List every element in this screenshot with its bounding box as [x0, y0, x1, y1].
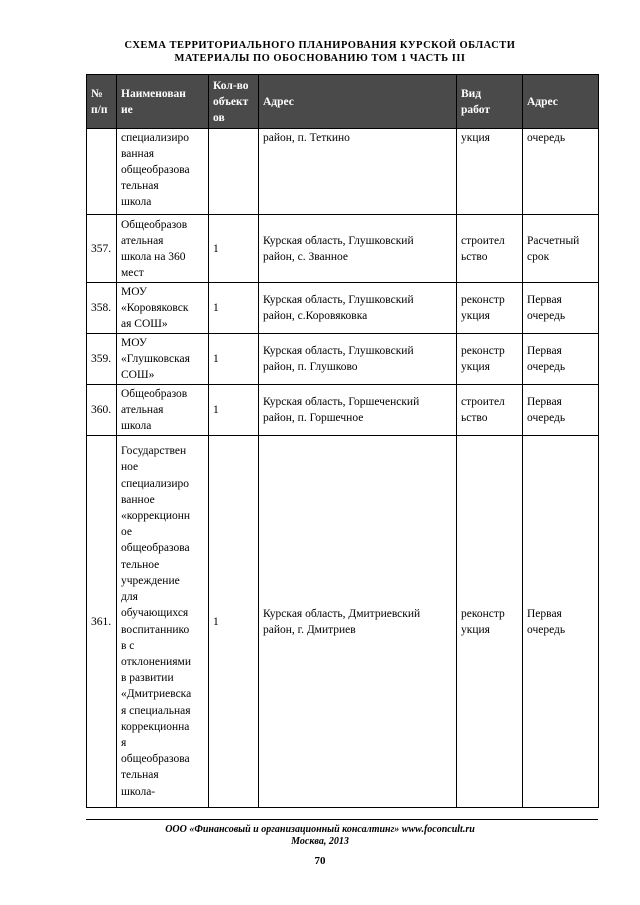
row-number: 361. — [87, 436, 117, 808]
stage: Первая очередь — [523, 385, 599, 436]
work-type: реконстр укция — [457, 334, 523, 385]
footer-city-year: Москва, 2013 — [291, 836, 349, 847]
object-name: специализиро ванная общеобразова тельная школа — [117, 129, 209, 215]
page-number: 70 — [314, 855, 326, 867]
footer-divider — [86, 819, 598, 820]
work-type: реконстр укция — [457, 283, 523, 334]
object-count: 1 — [209, 385, 259, 436]
stage: очередь — [523, 129, 599, 215]
object-name: Общеобразов ательная школа — [117, 385, 209, 436]
column-header-stage: Адрес — [523, 75, 599, 129]
object-count: 1 — [209, 334, 259, 385]
table-row — [87, 129, 599, 215]
footer-company: ООО «Финансовый и организационный консалтинг» www.foconcult.ru — [165, 824, 475, 835]
object-address: район, п. Теткино — [259, 129, 457, 215]
object-address: Курская область, Глушковский район, с.Коровяковка — [259, 283, 457, 334]
work-type: строител ьство — [457, 385, 523, 436]
column-header-number: № п/п — [87, 75, 117, 129]
objects-table — [86, 74, 599, 808]
stage: Первая очередь — [523, 436, 599, 808]
object-name: Государствен ное специализиро ванное «коррекционн ое общеобразова тельное учреждение для обучающихся воспитаннико в с отклонениями в развитии «Дмитриевска я специальная коррекционна я общеобразова тельная школа- — [117, 436, 209, 808]
table-row — [87, 283, 599, 334]
document-title: СХЕМА ТЕРРИТОРИАЛЬНОГО ПЛАНИРОВАНИЯ КУРСКОЙ ОБЛАСТИ — [124, 40, 516, 51]
table-header-row — [87, 75, 599, 129]
table-row — [87, 334, 599, 385]
object-count: 1 — [209, 436, 259, 808]
table-row — [87, 215, 599, 283]
object-address: Курская область, Глушковский район, п. Глушково — [259, 334, 457, 385]
column-header-address: Адрес — [259, 75, 457, 129]
object-name: МОУ «Коровяковск ая СОШ» — [117, 283, 209, 334]
document-subtitle: МАТЕРИАЛЫ ПО ОБОСНОВАНИЮ ТОМ 1 ЧАСТЬ III — [174, 53, 466, 64]
object-count: 1 — [209, 215, 259, 283]
column-header-count: Кол-во объект ов — [209, 75, 259, 129]
object-address: Курская область, Дмитриевский район, г. Дмитриев — [259, 436, 457, 808]
stage: Первая очередь — [523, 283, 599, 334]
row-number: 357. — [87, 215, 117, 283]
object-count — [209, 129, 259, 215]
object-address: Курская область, Горшеченский район, п. Горшечное — [259, 385, 457, 436]
stage: Первая очередь — [523, 334, 599, 385]
stage: Расчетный срок — [523, 215, 599, 283]
object-address: Курская область, Глушковский район, с. Званное — [259, 215, 457, 283]
work-type: укция — [457, 129, 523, 215]
row-number: 360. — [87, 385, 117, 436]
table-row — [87, 385, 599, 436]
row-number: 359. — [87, 334, 117, 385]
object-name: Общеобразов ательная школа на 360 мест — [117, 215, 209, 283]
object-count: 1 — [209, 283, 259, 334]
column-header-work-type: Вид работ — [457, 75, 523, 129]
column-header-name: Наименован ие — [117, 75, 209, 129]
row-number: 358. — [87, 283, 117, 334]
work-type: строител ьство — [457, 215, 523, 283]
row-number — [87, 129, 117, 215]
object-name: МОУ «Глушковская СОШ» — [117, 334, 209, 385]
work-type: реконстр укция — [457, 436, 523, 808]
table-row — [87, 436, 599, 808]
